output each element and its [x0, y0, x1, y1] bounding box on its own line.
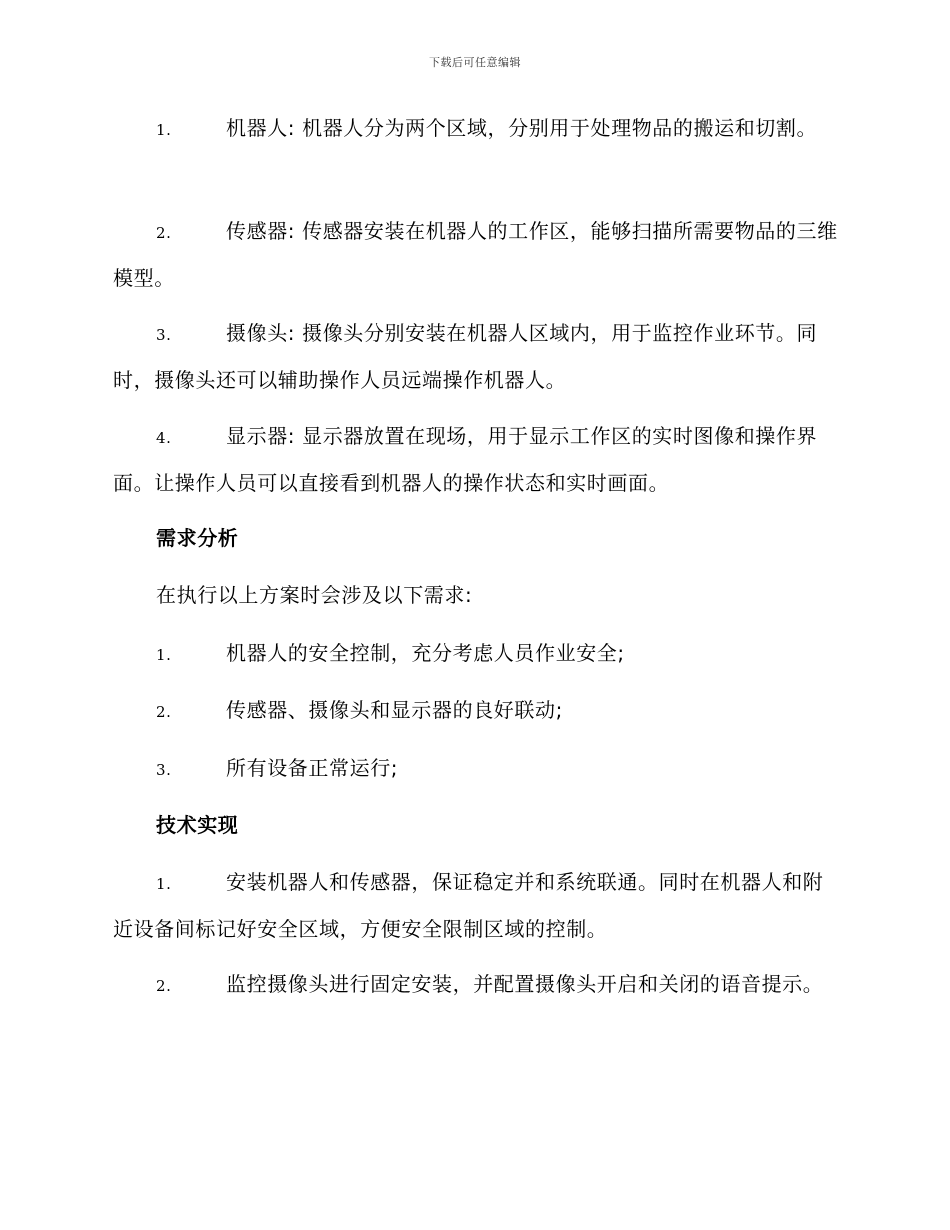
- list-item-display: [113, 414, 838, 506]
- list-number: 1.: [156, 875, 172, 893]
- list-item-text: 摄像头: 摄像头分别安装在机器人区域内，用于监控作业环节。同时，摄像头还可以辅助操作人员远端操作机器人。: [113, 321, 818, 392]
- list-item-requirement: [113, 631, 838, 678]
- section-heading-requirements: 需求分析: [156, 526, 239, 550]
- list-item-text: 机器人: 机器人分为两个区域，分别用于处理物品的搬运和切割。: [226, 116, 818, 140]
- page-header: 下载后可任意编辑: [429, 56, 521, 69]
- list-item-requirement: [113, 746, 838, 793]
- list-item-text: 机器人的安全控制，充分考虑人员作业安全;: [226, 641, 625, 665]
- list-number: 2.: [156, 224, 172, 242]
- list-item-requirement: [113, 688, 838, 735]
- list-item-implementation: [113, 962, 838, 1009]
- list-item-text: 安装机器人和传感器，保证稳定并和系统联通。同时在机器人和附近设备间标记好安全区域，方便安全限制区域的控制。: [113, 870, 824, 941]
- list-item-text: 监控摄像头进行固定安装，并配置摄像头开启和关闭的语音提示。: [226, 972, 824, 996]
- list-item-camera: [113, 311, 838, 403]
- requirements-intro: 在执行以上方案时会涉及以下需求:: [156, 583, 473, 607]
- list-number: 1.: [156, 121, 172, 139]
- list-number: 4.: [156, 429, 172, 447]
- list-item-sensor: [113, 209, 838, 301]
- list-number: 3.: [156, 761, 172, 779]
- list-item-implementation: [113, 860, 838, 952]
- list-item-robot: [113, 106, 838, 153]
- list-number: 3.: [156, 326, 172, 344]
- list-item-text: 所有设备正常运行;: [226, 756, 399, 780]
- list-number: 2.: [156, 977, 172, 995]
- list-number: 2.: [156, 703, 172, 721]
- list-item-text: 传感器、摄像头和显示器的良好联动;: [226, 698, 563, 722]
- list-number: 1.: [156, 646, 172, 664]
- list-item-text: 显示器: 显示器放置在现场，用于显示工作区的实时图像和操作界面。让操作人员可以直接看到机器人的操作状态和实时画面。: [113, 424, 818, 495]
- section-heading-implementation: 技术实现: [156, 813, 239, 837]
- list-item-text: 传感器: 传感器安装在机器人的工作区，能够扫描所需要物品的三维模型。: [113, 219, 838, 290]
